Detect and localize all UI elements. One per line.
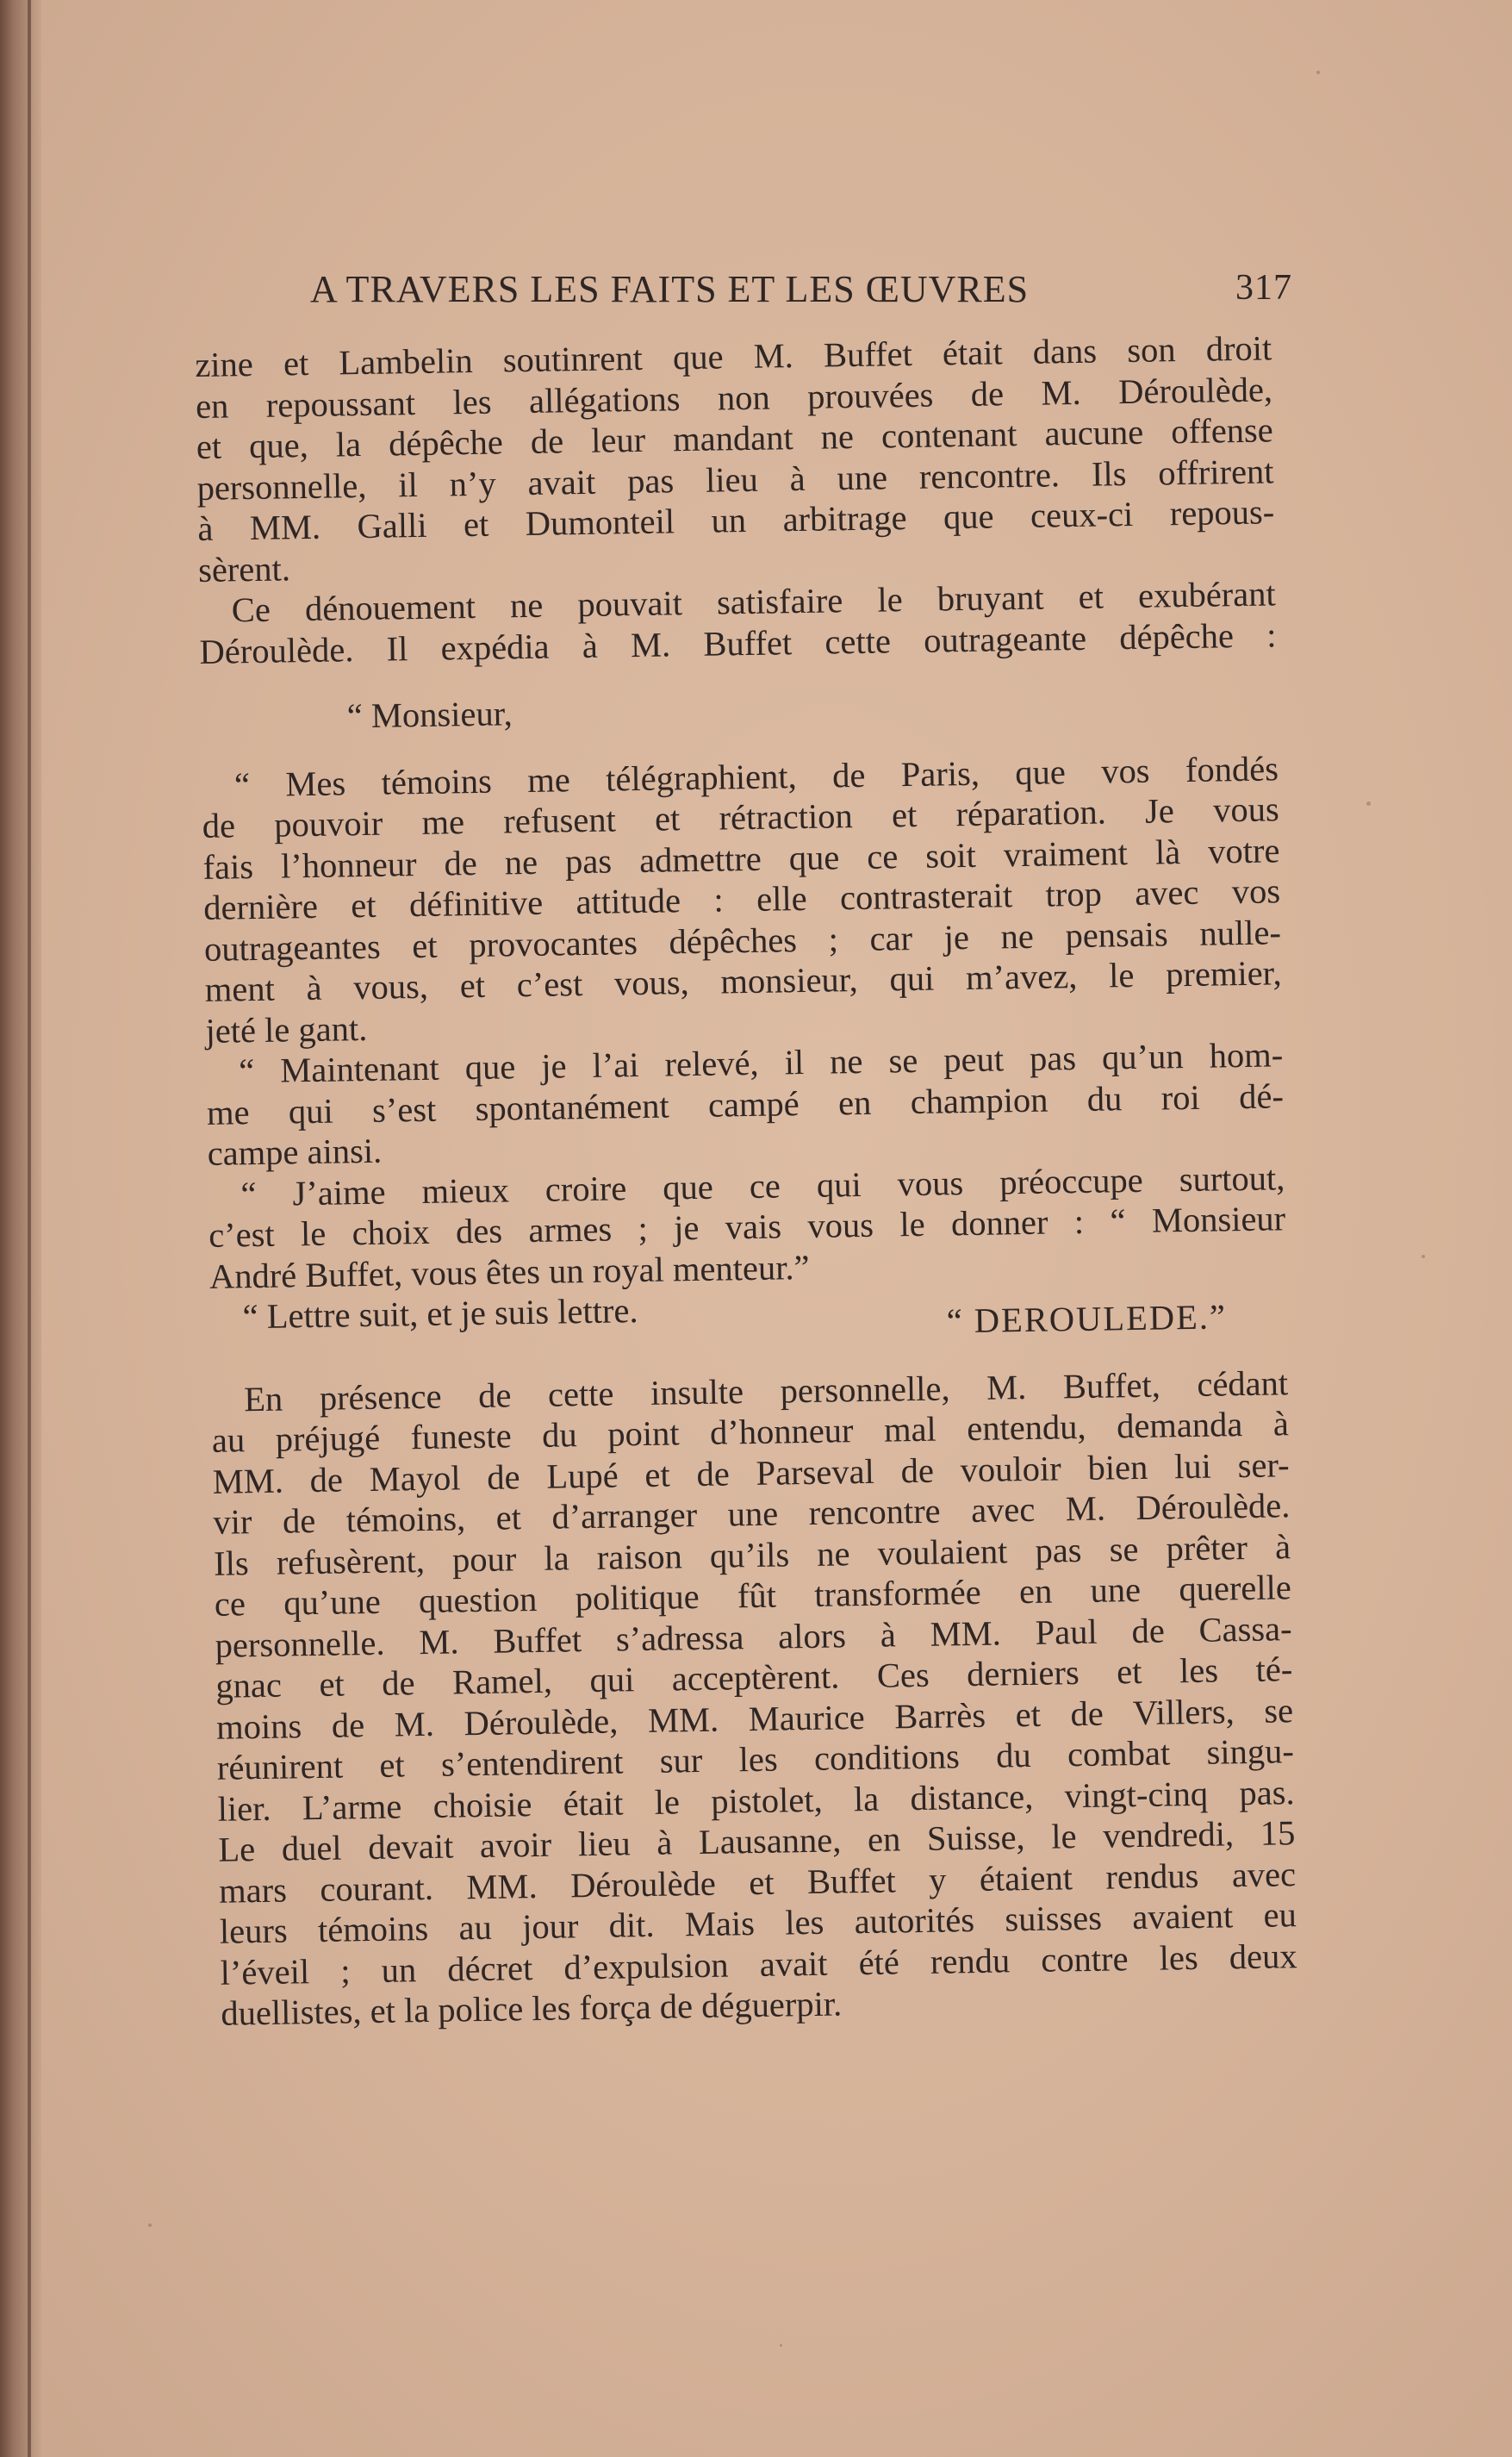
text-line: André Buffet, vous êtes un royal menteur.” <box>208 1247 810 1296</box>
text-line: outrageantes et provocantes dépêches ; car je ne pensais nulle- <box>203 912 1282 969</box>
text-line: au préjugé funeste du point d’honneur mal entendu, demanda à <box>211 1404 1290 1460</box>
paper-speck <box>1316 71 1320 74</box>
paper-speck <box>780 2344 782 2347</box>
text-line: duellistes, et la police les força de déguerpir. <box>221 1984 843 2033</box>
text-line: jeté le gant. <box>205 1008 368 1051</box>
text-line: leurs témoins au jour dit. Mais les autorités suisses avaient eu <box>219 1895 1297 1951</box>
paragraph-3 <box>211 1363 1298 2035</box>
text-line: ment à vous, et c’est vous, monsieur, qui m’avez, le premier, <box>204 953 1282 1009</box>
text-line: “ Maintenant que je l’ai relevé, il ne se peut pas qu’un hom- <box>238 1035 1284 1091</box>
text-line: fais l’honneur de ne pas admettre que ce soit vraiment là votre <box>202 830 1280 887</box>
page-header <box>310 259 1292 319</box>
text-line: moins de M. Déroulède, MM. Maurice Barrès et de Villers, se <box>215 1690 1294 1747</box>
text-line: en repoussant les allégations non prouvées de M. Déroulède, <box>195 369 1273 426</box>
spine-shadow <box>28 0 31 2457</box>
letter-paragraph-2 <box>206 1034 1285 1174</box>
text-line: sèrent. <box>197 548 291 589</box>
paragraph-2 <box>198 573 1276 672</box>
page-number: 317 <box>1235 268 1292 308</box>
page-body <box>195 327 1298 2034</box>
letter-signature: “ DEROULEDE.” <box>946 1297 1228 1341</box>
text-line: de pouvoir me refusent et rétraction et réparation. Je vous <box>202 789 1279 845</box>
running-head: A TRAVERS LES FAITS ET LES ŒUVRES <box>310 268 1030 310</box>
text-line: réunirent et s’entendirent sur les conditions du combat singu- <box>216 1731 1295 1787</box>
text-line: campe ainsi. <box>207 1131 383 1173</box>
text-line: c’est le choix des armes ; je vais vous le donner : “ Monsieur <box>208 1199 1286 1255</box>
paper-speck <box>1422 1255 1425 1258</box>
text-line: Le duel devait avoir lieu à Lausanne, en Suisse, le vendredi, 15 <box>218 1813 1296 1869</box>
text-line: mars courant. MM. Déroulède et Buffet y étaient rendus avec <box>218 1854 1297 1911</box>
text-line: MM. de Mayol de Lupé et de Parseval de vouloir bien lui ser- <box>212 1444 1290 1501</box>
paper-speck <box>148 2223 152 2227</box>
text-line: personnelle. M. Buffet s’adressa alors à MM. Paul de Cassa- <box>215 1608 1292 1665</box>
paper-speck <box>1366 801 1371 806</box>
letter-paragraph-1 <box>202 748 1283 1051</box>
text-line: gnac et de Ramel, qui acceptèrent. Ces derniers et les té- <box>215 1649 1293 1706</box>
text-line: Ils refusèrent, pour la raison qu’ils ne voulaient pas se prêter à <box>213 1526 1291 1583</box>
text-line: me qui s’est spontanément campé en champion du roi dé- <box>206 1076 1285 1132</box>
text-line: “ J’aime mieux croire que ce qui vous préoccupe surtout, <box>240 1157 1285 1213</box>
text-line: dernière et définitive attitude : elle contrasterait trop avec vos <box>202 871 1281 927</box>
paragraph-1 <box>195 327 1275 590</box>
text-line: zine et Lambelin soutinrent que M. Buffet était dans son droit <box>195 328 1272 384</box>
text-line: vir de témoins, et d’arranger une rencontre avec M. Déroulède. <box>213 1486 1291 1542</box>
text-line: lier. L’arme choisie était le pistolet, la distance, vingt-cinq pas. <box>217 1772 1295 1829</box>
binding-edge <box>0 0 41 2457</box>
text-line: Ce dénouement ne pouvait satisfaire le bruyant et exubérant <box>231 574 1277 630</box>
text-line: à MM. Galli et Dumonteil un arbitrage que ceux-ci repous- <box>197 492 1275 548</box>
text-line: Déroulède. Il expédia à M. Buffet cette outrageante dépêche : <box>199 614 1277 671</box>
text-line: En présence de cette insulte personnelle, M. Buffet, cédant <box>243 1363 1289 1419</box>
text-line: l’éveil ; un décret d’expulsion avait été rendu contre les deux <box>220 1936 1297 1992</box>
text-line: ce qu’une question politique fût transformée en une querelle <box>214 1568 1292 1624</box>
letter-salutation: “ Monsieur, <box>346 694 513 736</box>
letter-paragraph-3 <box>208 1157 1286 1297</box>
text-line: et que, la dépêche de leur mandant ne contenant aucune offense <box>196 410 1274 466</box>
text-line: “ Mes témoins me télégraphient, de Paris, que vos fondés <box>233 748 1279 804</box>
letter-closing: “ Lettre suit, et je suis lettre. <box>242 1291 638 1337</box>
text-line: personnelle, il n’y avait pas lieu à une rencontre. Ils offrirent <box>196 451 1274 508</box>
